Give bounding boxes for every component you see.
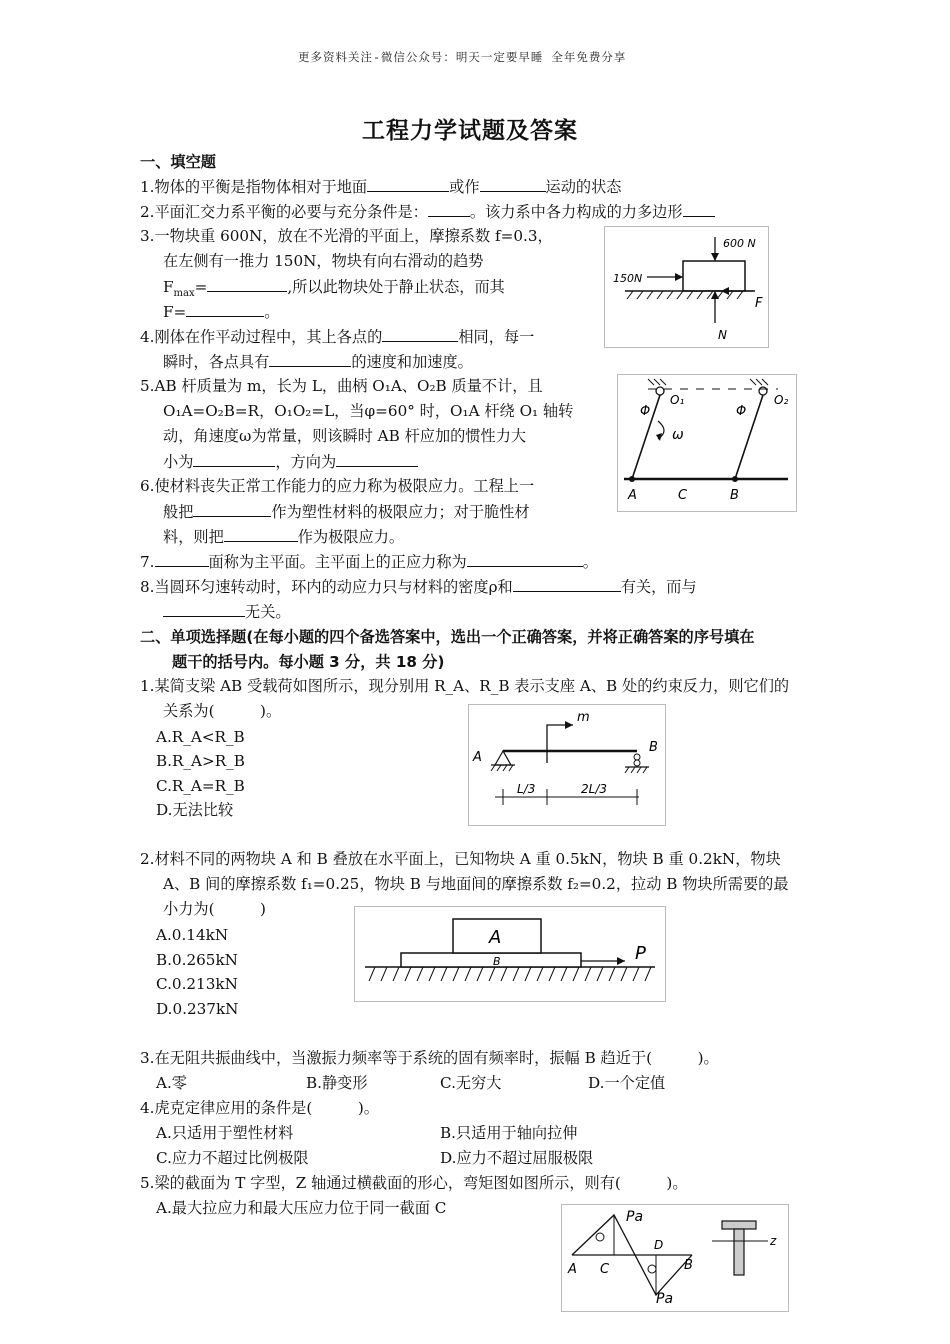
question-2-4-line1: 4.虎克定律应用的条件是( )。 xyxy=(140,1099,379,1117)
page-title: 工程力学试题及答案 xyxy=(362,118,578,144)
question-1-8-line1: 8.当圆环匀速转动时，环内的动应力只与材料的密度ρ和 有关，而与 xyxy=(140,578,697,596)
question-2-2-line3: 小力为( ) xyxy=(163,900,266,918)
option-2-1-d[interactable]: D.无法比较 xyxy=(156,801,234,819)
label-c: C xyxy=(600,1262,610,1277)
question-1-6-line1: 6.使材料丧失正常工作能力的应力称为极限应力。工程上一 xyxy=(140,477,535,495)
header-note: 更多资料关注-微信公众号：明天一定要早睡 全年免费分享 xyxy=(298,50,627,64)
figure-block-friction xyxy=(604,226,769,348)
answer-blank[interactable] xyxy=(480,176,546,192)
label-span1: L/3 xyxy=(517,782,536,796)
answer-blank[interactable] xyxy=(683,201,715,217)
answer-blank[interactable] xyxy=(382,326,458,342)
section-heading-fill: 一、填空题 xyxy=(140,153,216,171)
answer-blank[interactable] xyxy=(428,201,470,217)
figure-beam-moment xyxy=(468,704,666,826)
question-2-5-line1: 5.梁的截面为 T 字型，Z 轴通过横截面的形心，弯矩图如图所示，则有( )。 xyxy=(140,1174,688,1192)
question-2-1-line1: 1.某简支梁 AB 受载荷如图所示，现分别用 R_A、R_B 表示支座 A、B 处的约束反力，则它们的 xyxy=(140,677,790,695)
label-moment-bottom: Pa xyxy=(656,1291,674,1307)
question-1-6-line3: 料，则把 作为极限应力。 xyxy=(163,528,405,546)
label-moment: m xyxy=(577,710,590,725)
label-block-b: B xyxy=(493,955,501,968)
option-2-3-c[interactable]: C.无穷大 xyxy=(440,1074,502,1092)
option-2-4-b[interactable]: B.只适用于轴向拉伸 xyxy=(440,1124,578,1142)
option-2-2-c[interactable]: C.0.213kN xyxy=(156,975,238,993)
question-1-6-line2: 般把 作为塑性材料的极限应力；对于脆性材 xyxy=(163,503,530,521)
answer-blank[interactable] xyxy=(207,276,287,292)
answer-blank[interactable] xyxy=(467,551,583,567)
question-1-8-line2: 无关。 xyxy=(163,601,291,622)
label-force: P xyxy=(635,943,646,964)
question-1-3-line3: $F_{max}=$ ,所以此物块处于静止状态，而其 xyxy=(163,278,505,300)
section-heading-choice: 二、单项选择题(在每小题的四个备选答案中，选出一个正确答案，并将正确答案的序号填在 xyxy=(140,628,755,646)
label-friction: F xyxy=(755,296,763,311)
figure-stacked-blocks xyxy=(354,906,666,1002)
label-omega: ω xyxy=(672,427,684,443)
label-b: B xyxy=(649,740,658,755)
label-pivot2: O₂ xyxy=(774,393,789,407)
answer-blank[interactable] xyxy=(193,501,271,517)
question-2-3-line1: 3.在无阻共振曲线中，当激振力频率等于系统的固有频率时，振幅 B 趋近于( )。 xyxy=(140,1049,719,1067)
question-1-7: 7. 面称为主平面。主平面上的正应力称为 。 xyxy=(140,553,598,571)
label-normal: N xyxy=(718,328,727,342)
answer-blank[interactable] xyxy=(163,601,245,617)
question-1-5-line4: 小为 ，方向为 xyxy=(163,451,418,472)
figure-moment-diagram xyxy=(561,1204,789,1312)
option-2-4-d[interactable]: D.应力不超过屈服极限 xyxy=(440,1149,594,1167)
answer-blank[interactable] xyxy=(269,351,351,367)
label-b: B xyxy=(684,1258,693,1273)
label-span2: 2L/3 xyxy=(581,782,607,796)
option-2-3-d[interactable]: D.一个定值 xyxy=(588,1074,666,1092)
option-2-1-c[interactable]: C.R_A=R_B xyxy=(156,777,245,795)
answer-blank[interactable] xyxy=(513,576,621,592)
question-2-1-line2: 关系为( )。 xyxy=(163,702,282,720)
question-1-4-line2: 瞬时，各点具有 的速度和加速度。 xyxy=(163,353,473,371)
label-push: 150N xyxy=(613,272,643,285)
option-2-3-a[interactable]: A.零 xyxy=(156,1074,187,1092)
label-a: A xyxy=(568,1262,577,1277)
answer-blank[interactable] xyxy=(224,526,298,542)
option-2-2-b[interactable]: B.0.265kN xyxy=(156,951,238,969)
option-2-1-a[interactable]: A.R_A<R_B xyxy=(156,728,245,746)
question-1-3-line1: 3.一物块重 600N，放在不光滑的平面上，摩擦系数 f=0.3， xyxy=(140,227,553,245)
question-2-2-line2: A、B 间的摩擦系数 f₁=0.25，物块 B 与地面间的摩擦系数 f₂=0.2，拉动 B 物块所需要的最 xyxy=(163,875,789,893)
answer-blank[interactable] xyxy=(336,451,418,467)
question-1-2: 2.平面汇交力系平衡的必要与充分条件是： 。该力系中各力构成的力多边形 xyxy=(140,201,715,222)
label-load: 600 N xyxy=(723,237,756,250)
label-angle2: Φ xyxy=(736,404,747,419)
label-d: D xyxy=(654,1238,664,1252)
option-2-5-a[interactable]: A.最大拉应力和最大压应力位于同一截面 C xyxy=(156,1199,447,1217)
question-1-3-line2: 在左侧有一推力 150N，物块有向右滑动的趋势 xyxy=(163,252,484,270)
label-pivot1: O₁ xyxy=(670,393,685,407)
label-b: B xyxy=(730,488,739,503)
question-1-5-line1: 5.AB 杆质量为 m，长为 L，曲柄 O₁A、O₂B 质量不计，且 xyxy=(140,377,543,395)
section-heading-choice-line2: 题干的括号内。每小题 3 分，共 18 分) xyxy=(172,653,445,671)
answer-blank[interactable] xyxy=(367,176,449,192)
question-2-2-line1: 2.材料不同的两物块 A 和 B 叠放在水平面上，已知物块 A 重 0.5kN，物块 B 重 0.2kN，物块 xyxy=(140,850,781,868)
answer-blank[interactable] xyxy=(155,551,209,567)
option-2-2-d[interactable]: D.0.237kN xyxy=(156,1000,239,1018)
question-1-3-line4: F= 。 xyxy=(163,303,280,321)
label-z: z xyxy=(770,1234,777,1248)
figure-linkage xyxy=(617,374,797,512)
question-1-4-line1: 4.刚体在作平动过程中，其上各点的 相同，每一 xyxy=(140,328,535,346)
option-2-3-b[interactable]: B.静变形 xyxy=(306,1074,368,1092)
option-2-2-a[interactable]: A.0.14kN xyxy=(156,926,229,944)
question-1-5-line2: O₁A=O₂B=R，O₁O₂=L，当φ=60° 时，O₁A 杆绕 O₁ 轴转 xyxy=(163,402,574,420)
label-angle1: Φ xyxy=(640,404,651,419)
label-moment-top: Pa xyxy=(626,1209,644,1225)
answer-blank[interactable] xyxy=(186,301,264,317)
answer-blank[interactable] xyxy=(193,451,275,467)
label-a: A xyxy=(628,488,637,503)
option-2-1-b[interactable]: B.R_A>R_B xyxy=(156,752,245,770)
question-1-1: 1.物体的平衡是指物体相对于地面 或作 运动的状态 xyxy=(140,178,622,196)
option-2-4-c[interactable]: C.应力不超过比例极限 xyxy=(156,1149,309,1167)
option-2-4-a[interactable]: A.只适用于塑性材料 xyxy=(156,1124,294,1142)
label-a: A xyxy=(473,750,482,765)
label-block-a: A xyxy=(489,927,502,948)
question-1-5-line3: 动，角速度ω为常量，则该瞬时 AB 杆应加的惯性力大 xyxy=(163,427,527,445)
label-c: C xyxy=(678,488,688,503)
